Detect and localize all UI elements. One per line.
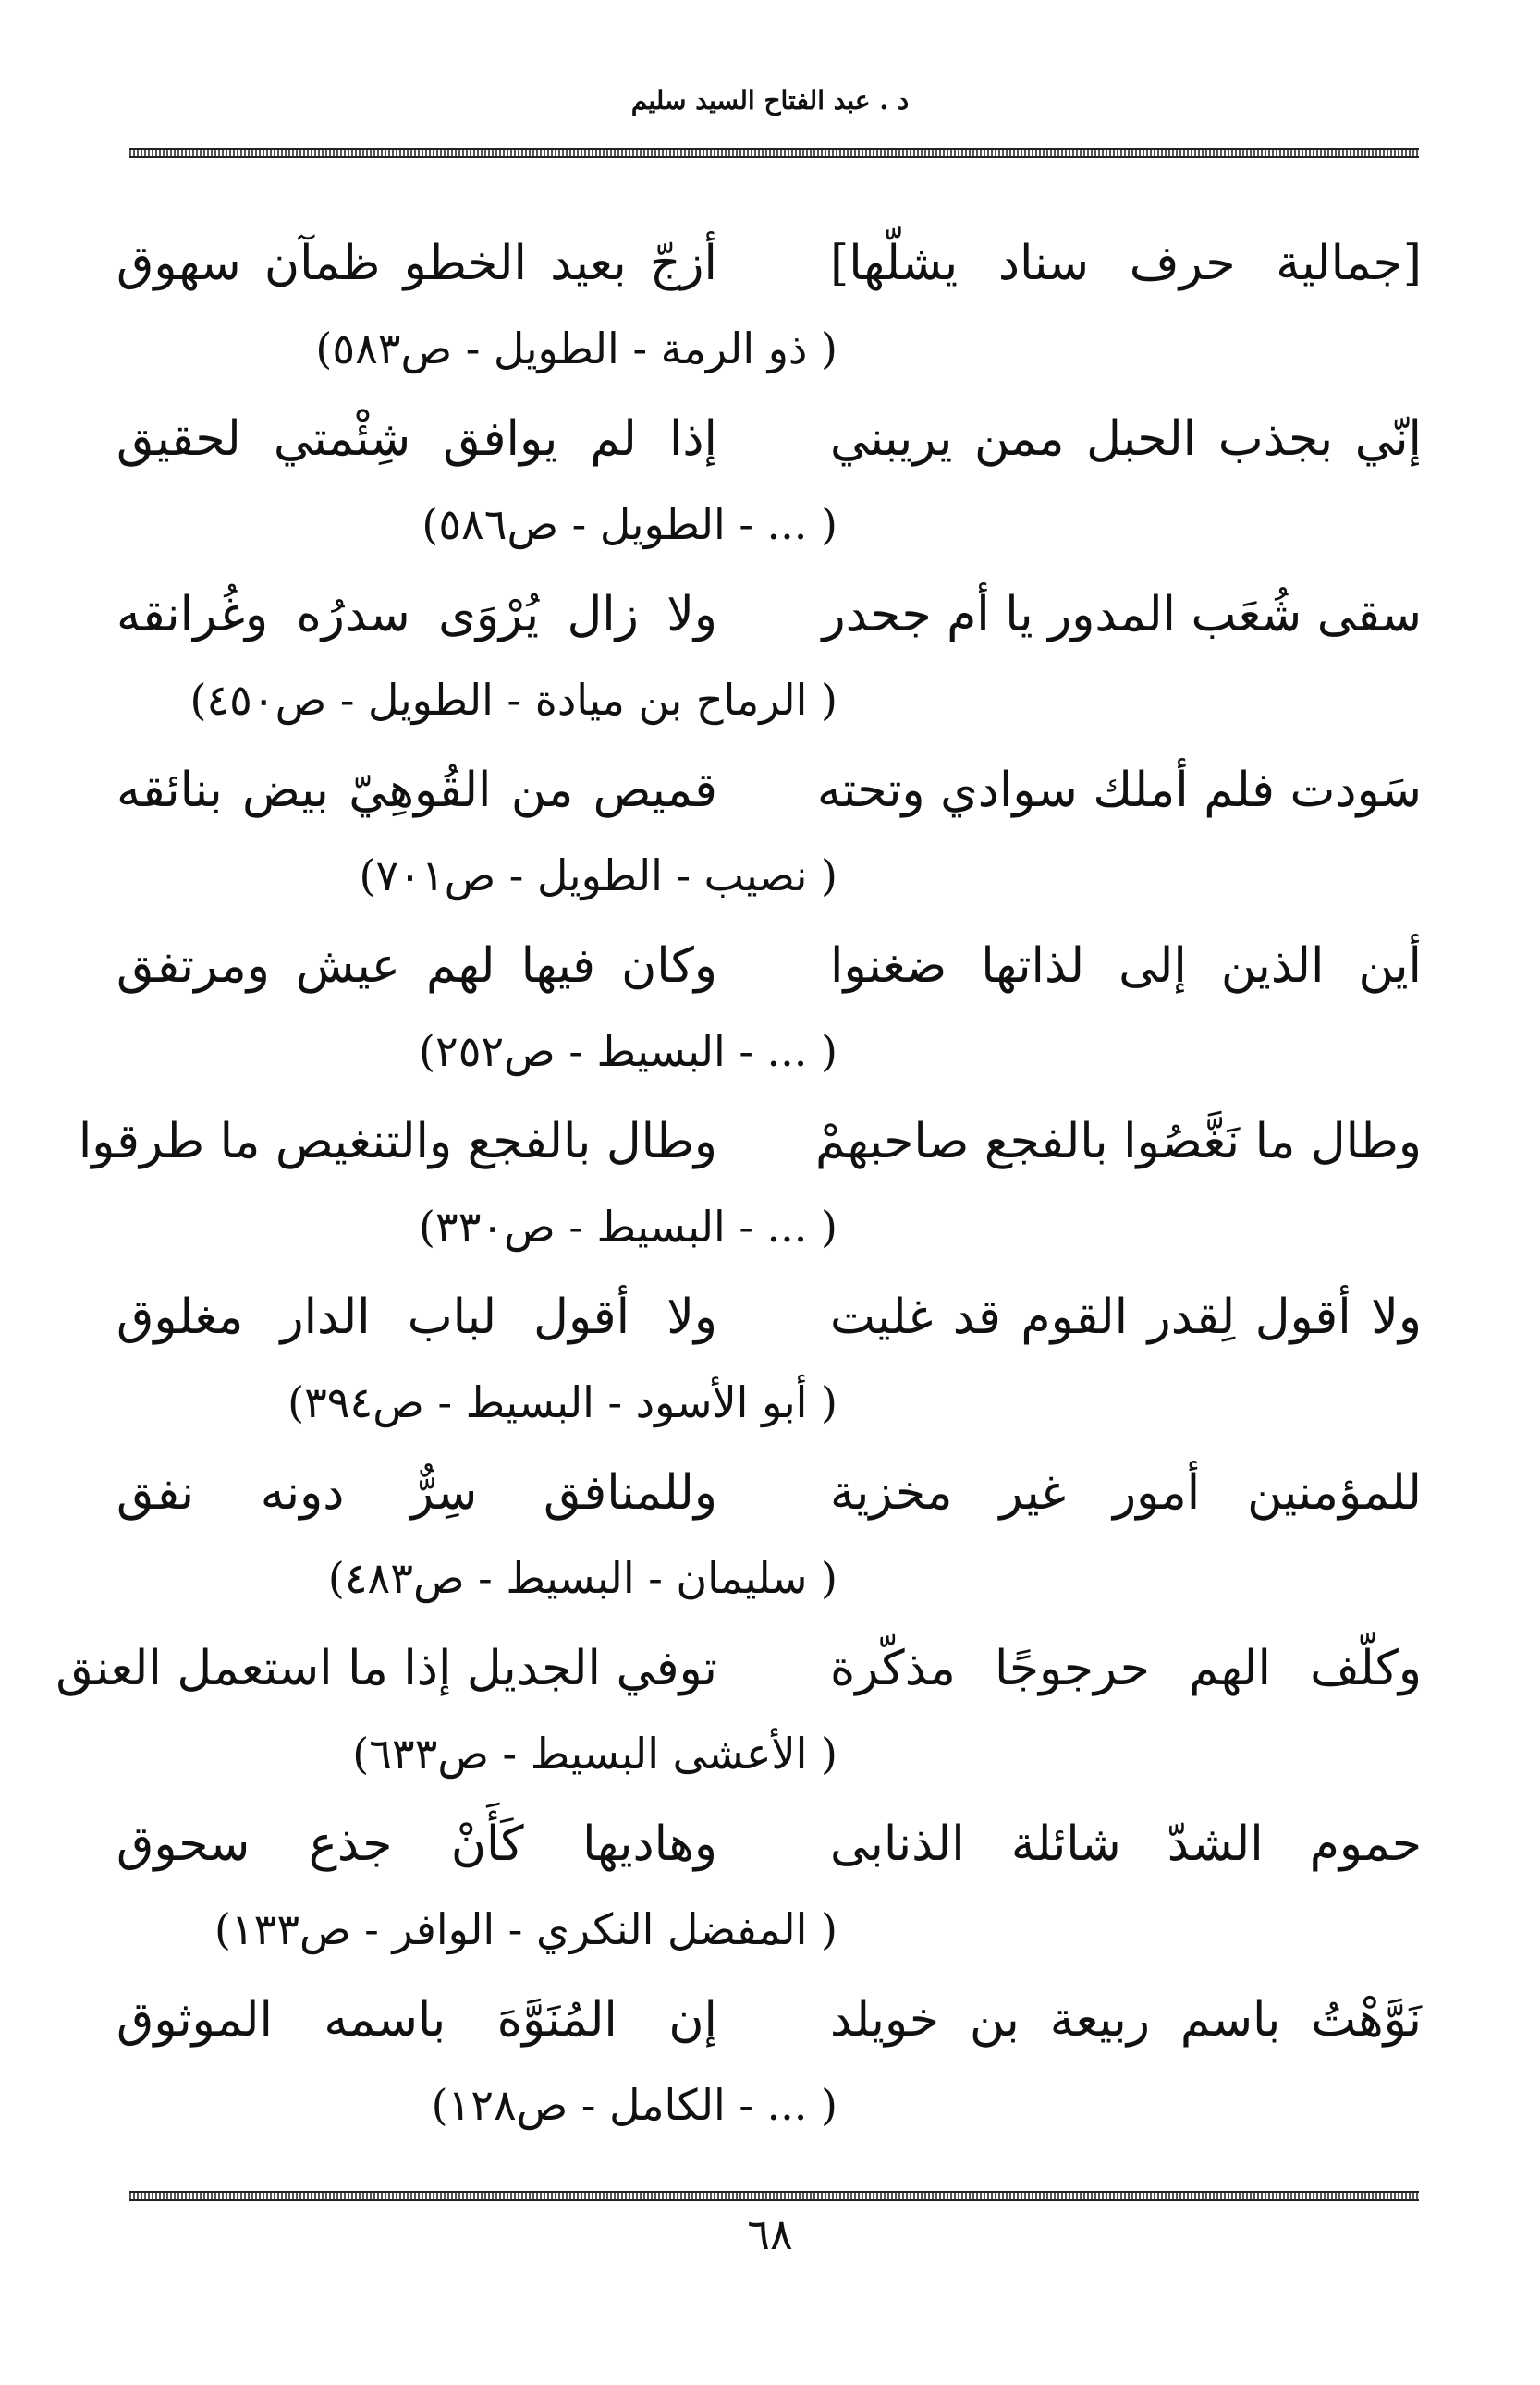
verse-source: ( الرماح بن ميادة - الطويل - ص٤٥٠) (189, 675, 837, 725)
verse-entry (0, 924, 1540, 1100)
verse-entry (0, 1276, 1540, 1451)
verse-second-hemistich: قميص من القُوهِيّ بيض بنائقه (116, 763, 717, 818)
verse-first-hemistich: حموم الشدّ شائلة الذنابى (830, 1816, 1422, 1872)
verse-source: ( نصيب - الطويل - ص٧٠١) (359, 850, 837, 900)
verse-first-hemistich: سَودت فلم أملك سوادي وتحته (816, 763, 1422, 818)
verse-first-hemistich: [جمالية حرف سناد يشلّها] (830, 236, 1422, 291)
verse-second-hemistich: إن المُنَوَّهَ باسمه الموثوق (116, 1992, 717, 2048)
verse-entry (0, 1978, 1540, 2154)
verse-source: ( ... - الطويل - ص٥٨٦) (422, 499, 837, 549)
verse-entry (0, 1627, 1540, 1803)
footer-rule (129, 2191, 1419, 2201)
verse-first-hemistich: للمؤمنين أمور غير مخزية (830, 1465, 1422, 1521)
verse-entry (0, 1451, 1540, 1627)
verse-source: ( ... - البسيط - ص٣٣٠) (419, 1202, 837, 1252)
verse-source: ( ... - الكامل - ص١٢٨) (431, 2080, 837, 2130)
verse-source: ( الأعشى البسيط - ص٦٣٣) (352, 1729, 837, 1779)
verse-source: ( ذو الرمة - الطويل - ص٥٨٣) (315, 324, 837, 373)
verse-source: ( سليمان - البسيط - ص٤٨٣) (327, 1553, 837, 1603)
verse-first-hemistich: وطال ما نَغَّصُوا بالفجع صاحبهمْ (814, 1114, 1422, 1169)
page-number: ٦٨ (747, 2209, 793, 2259)
verse-second-hemistich: أزجّ بعيد الخطو ظمآن سهوق (116, 236, 717, 291)
verse-first-hemistich: ولا أقول لِقدر القوم قد غليت (830, 1290, 1422, 1345)
verse-entry (0, 573, 1540, 749)
verse-source: ( ... - البسيط - ص٢٥٢) (419, 1026, 837, 1076)
header-rule (129, 148, 1419, 158)
verse-source: ( المفضل النكري - الوافر - ص١٣٣) (214, 1904, 837, 1954)
verse-second-hemistich: إذا لم يوافق شِئْمتي لحقيق (116, 411, 717, 467)
verse-second-hemistich: وللمنافق سِرٌّ دونه نفق (116, 1465, 717, 1521)
verse-first-hemistich: إنّي بجذب الحبل ممن يريبني (830, 411, 1422, 467)
verse-entry (0, 222, 1540, 398)
verse-entry (0, 1803, 1540, 1978)
verse-second-hemistich: ولا زال يُرْوَى سدرُه وغُرانقه (116, 587, 717, 642)
verse-entry (0, 1100, 1540, 1276)
verse-entry (0, 749, 1540, 924)
verse-first-hemistich: وكلّف الهم حرجوجًا مذكّرة (830, 1641, 1422, 1696)
verse-second-hemistich: ولا أقول لباب الدار مغلوق (116, 1290, 717, 1345)
verse-second-hemistich: وطال بالفجع والتنغيص ما طرقوا (78, 1114, 717, 1169)
verse-source: ( أبو الأسود - البسيط - ص٣٩٤) (287, 1377, 837, 1427)
verse-second-hemistich: توفي الجديل إذا ما استعمل العنق (55, 1641, 717, 1696)
running-head: د . عبد الفتاح السيد سليم (630, 85, 910, 116)
verse-first-hemistich: نَوَّهْتُ باسم ربيعة بن خويلد (830, 1992, 1422, 2048)
verse-first-hemistich: سقى شُعَب المدور يا أم جحدر (822, 587, 1422, 642)
verse-entry (0, 398, 1540, 573)
verse-second-hemistich: وهاديها كَأَنْ جذع سحوق (116, 1816, 717, 1872)
verse-second-hemistich: وكان فيها لهم عيش ومرتفق (116, 938, 717, 994)
verse-list (0, 222, 1540, 2154)
verse-first-hemistich: أين الذين إلى لذاتها ضغنوا (830, 938, 1422, 994)
